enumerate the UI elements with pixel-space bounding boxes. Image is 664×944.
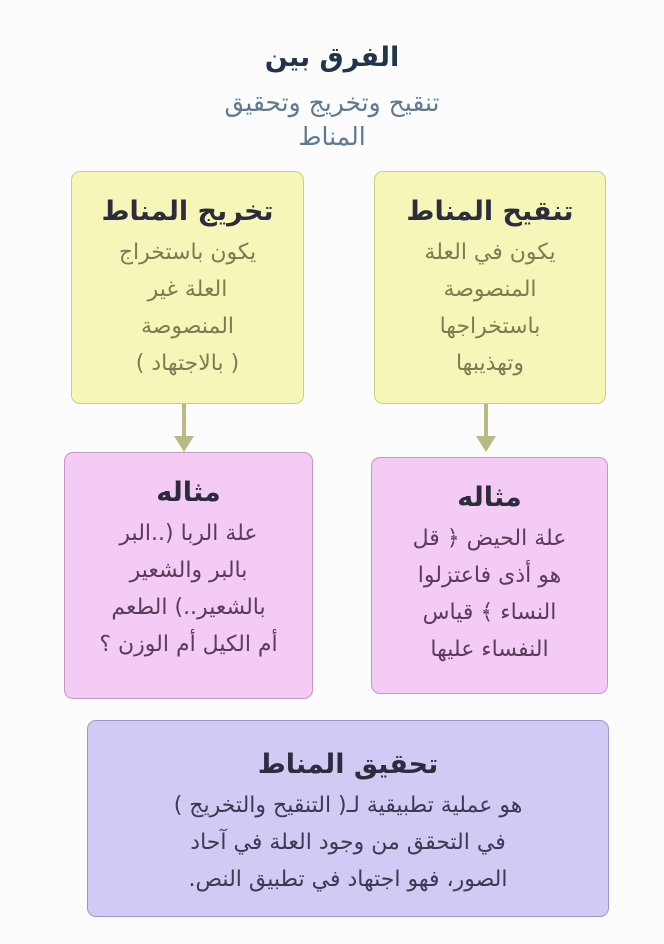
tahqiq-line: الصور، فهو اجتهاد في تطبيق النص. — [188, 867, 508, 892]
example-right-line: علة الحيض ﴿ قل — [412, 526, 567, 551]
tanqih-line: باستخراجها — [439, 314, 541, 339]
example-left-line: بالشعير..) الطعم — [111, 595, 266, 620]
takhrij-line: العلة غير — [147, 277, 228, 302]
takhrij-title: تخريج المناط — [101, 196, 274, 227]
tahqiq-line: في التحقق من وجود العلة في آحاد — [190, 830, 506, 855]
tahqiq-body — [88, 787, 608, 898]
tanqih-box — [374, 171, 606, 404]
example-right-body — [372, 520, 607, 668]
tahqiq-line: هو عملية تطبيقية لـ( التنقيح والتخريج ) — [173, 793, 523, 818]
takhrij-line: المنصوصة — [140, 314, 235, 339]
takhrij-body — [72, 234, 303, 382]
example-right-line: النفساء عليها — [430, 637, 549, 662]
example-left-line: علة الربا (..البر — [119, 521, 258, 546]
tahqiq-box — [87, 720, 609, 917]
example-right-title: مثاله — [457, 482, 522, 513]
example-right-box — [371, 457, 608, 694]
tahqiq-title: تحقيق المناط — [257, 749, 439, 780]
takhrij-line: يكون باستخراج — [118, 240, 257, 265]
arrow-down-icon — [474, 404, 498, 454]
takhrij-box — [71, 171, 304, 404]
example-right-line: النساء ﴾ قياس — [422, 600, 557, 625]
tanqih-title: تنقيح المناط — [406, 196, 574, 227]
diagram-title: الفرق بين — [264, 42, 400, 73]
diagram-subtitle — [132, 86, 532, 154]
tanqih-line: يكون في العلة — [424, 240, 556, 265]
tanqih-body — [375, 234, 605, 382]
tanqih-line: وتهذيبها — [455, 351, 525, 376]
example-left-line: بالبر والشعير — [129, 558, 248, 583]
example-right-line: هو أذى فاعتزلوا — [417, 563, 562, 588]
arrow-down-icon — [172, 404, 196, 454]
example-left-body — [65, 515, 312, 663]
example-left-box — [64, 452, 313, 699]
subtitle-line-1: تنقيح وتخريج وتحقيق — [224, 88, 440, 117]
example-left-line: أم الكيل أم الوزن ؟ — [99, 632, 278, 657]
example-left-title: مثاله — [156, 477, 221, 508]
takhrij-line: ( بالاجتهاد ) — [135, 351, 240, 376]
subtitle-line-2: المناط — [298, 122, 366, 151]
tanqih-line: المنصوصة — [443, 277, 537, 302]
